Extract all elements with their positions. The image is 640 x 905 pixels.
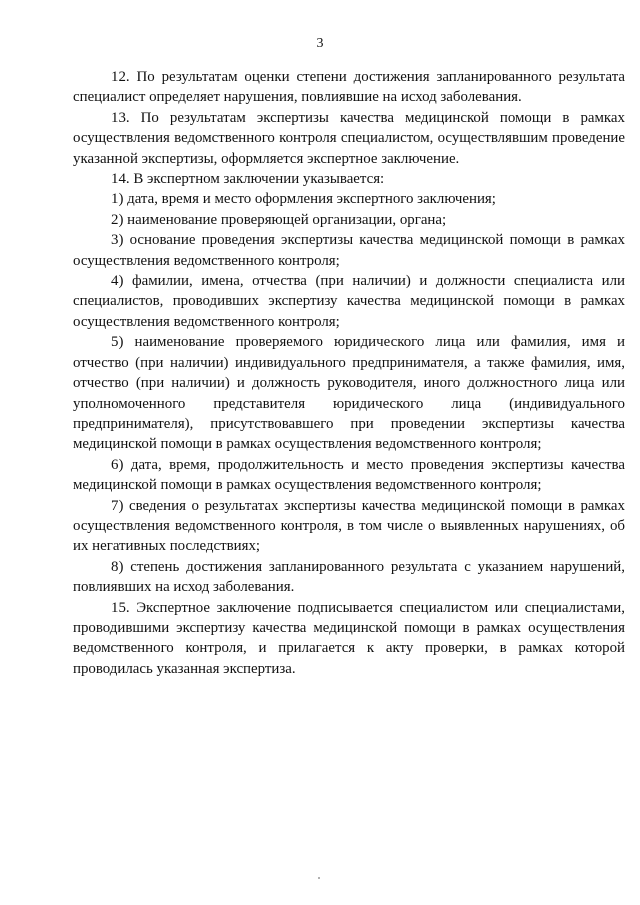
- list-item-4: 4) фамилии, имена, отчества (при наличии) и должности специалиста или специалистов, проводивших экспертизу качества медицинской помощи в рамках осуществления ведомственного контроля;: [73, 273, 625, 330]
- list-item-7: 7) сведения о результатах экспертизы качества медицинской помощи в рамках осуществления ведомственного контроля, в том числе о выявленных нарушениях, об их негативных последствиях;: [73, 497, 625, 555]
- list-item-5: 5) наименование проверяемого юридического лица или фамилия, имя и отчество (при наличии) индивидуального предпринимателя, а также фамилия, имя, отчество (при наличии) и должность руководителя, иного должностного лица или уполномоченного представителя юридического лица (индивидуального предпринимателя), присутствовавшего при проведении экспертизы качества медицинской помощи в рамках осуществления ведомственного контроля;: [73, 334, 625, 453]
- paragraph-14: 14. В экспертном заключении указывается:: [111, 171, 385, 188]
- paragraph-13: 13. По результатам экспертизы качества медицинской помощи в рамках осуществления ведомственного контроля специалистом, осуществлявшим проведение указанной экспертизы, оформляется экспертное заключение.: [73, 109, 625, 167]
- page-number: 3: [316, 36, 324, 51]
- scan-artifact-dot: [318, 877, 320, 879]
- list-item-2: 2) наименование проверяющей организации, органа;: [111, 211, 447, 228]
- paragraph-15: 15. Экспертное заключение подписывается специалистом или специалистами, проводившими экспертизу качества медицинской помощи в рамках осуществления ведомственного контроля, и прилагается к акту проверки, в рамках которой проводилась указанная экспертиза.: [73, 599, 625, 677]
- list-item-3: 3) основание проведения экспертизы качества медицинской помощи в рамках осуществления ведомственного контроля;: [73, 232, 625, 269]
- list-item-1: 1) дата, время и место оформления экспертного заключения;: [111, 191, 496, 208]
- list-item-8: 8) степень достижения запланированного результата с указанием нарушений, повлиявших на исход заболевания.: [73, 558, 625, 596]
- paragraph-12: 12. По результатам оценки степени достижения запланированного результата специалист определяет нарушения, повлиявшие на исход заболевания.: [73, 69, 625, 106]
- list-item-6: 6) дата, время, продолжительность и место проведения экспертизы качества медицинской помощи в рамках осуществления ведомственного контроля;: [73, 456, 625, 494]
- document-body: [73, 67, 625, 679]
